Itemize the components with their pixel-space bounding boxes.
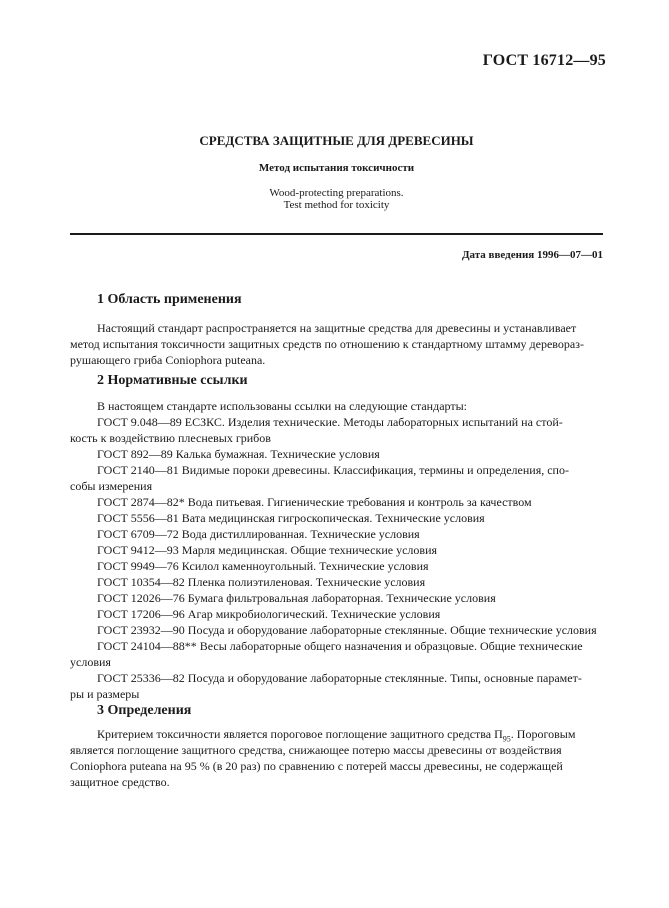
reference-line: ГОСТ 23932—90 Посуда и оборудование лабораторные стеклянные. Общие технические условия <box>97 623 597 637</box>
introduction-date: Дата введения 1996—07—01 <box>461 249 603 261</box>
reference-line: ГОСТ 2140—81 Видимые пороки древесины. Классификация, термины и определения, спо- <box>97 463 569 477</box>
doc-number: ГОСТ 16712—95 <box>482 52 606 69</box>
section-1-line: рушающего гриба Coniophora puteana. <box>70 353 266 367</box>
english-title-line-2: Test method for toxicity <box>283 199 390 211</box>
reference-line: ГОСТ 17206—96 Агар микробиологический. Технические условия <box>97 607 441 621</box>
section-1-line: метод испытания токсичности защитных средств по отношению к стандартному штамму дереворaз- <box>70 337 584 351</box>
section-3-line: является поглощение защитного средства, снижающее потерю массы древесины от воздействия <box>70 743 562 757</box>
reference-line: кость к воздействию плесневых грибов <box>70 431 271 445</box>
section-2-intro: В настоящем стандарте использованы ссылки на следующие стандарты: <box>97 399 468 413</box>
document-title: СРЕДСТВА ЗАЩИТНЫЕ ДЛЯ ДРЕВЕСИНЫ <box>199 133 474 148</box>
section-3-heading: 3 Определения <box>97 703 192 718</box>
reference-line: ГОСТ 9412—93 Марля медицинская. Общие технические условия <box>97 543 438 557</box>
reference-line: ГОСТ 9.048—89 ЕСЗКС. Изделия технические. Методы лабораторных испытаний на стой- <box>97 415 563 429</box>
reference-line: ГОСТ 9949—76 Ксилол каменноугольный. Технические условия <box>97 559 429 573</box>
reference-line: ГОСТ 5556—81 Вата медицинская гигроскопическая. Технические условия <box>97 511 485 525</box>
english-title-line-1: Wood-protecting preparations. <box>269 187 404 199</box>
reference-line: собы измерения <box>70 479 153 493</box>
reference-line: ГОСТ 25336—82 Посуда и оборудование лабораторные стеклянные. Типы, основные парамет- <box>97 671 582 685</box>
reference-line: ГОСТ 12026—76 Бумага фильтровальная лабораторная. Технические условия <box>97 591 496 605</box>
section-3-line: защитное средство. <box>70 775 170 789</box>
section-2-heading: 2 Нормативные ссылки <box>97 373 248 388</box>
section-3-line: Coniophora puteana на 95 % (в 20 раз) по сравнению с потерей массы древесины, не содержащей <box>70 759 563 773</box>
document-subtitle: Метод испытания токсичности <box>258 162 415 174</box>
reference-line: ГОСТ 6709—72 Вода дистиллированная. Технические условия <box>97 527 420 541</box>
reference-line: ГОСТ 892—89 Калька бумажная. Технические условия <box>97 447 380 461</box>
reference-line: ГОСТ 10354—82 Пленка полиэтиленовая. Технические условия <box>97 575 426 589</box>
section-3-line: Критерием токсичности является пороговое поглощение защитного средства $П_{95}$. Пороговым <box>97 727 576 744</box>
reference-line: условия <box>70 655 111 669</box>
reference-line: ры и размеры <box>70 687 140 701</box>
title-divider <box>70 233 603 235</box>
section-1-heading: 1 Область применения <box>97 292 242 307</box>
reference-line: ГОСТ 2874—82* Вода питьевая. Гигиенические требования и контроль за качеством <box>97 495 532 509</box>
section-1-line: Настоящий стандарт распространяется на защитные средства для древесины и устанавливает <box>97 321 577 335</box>
reference-line: ГОСТ 24104—88** Весы лабораторные общего назначения и образцовые. Общие технические <box>97 639 583 653</box>
